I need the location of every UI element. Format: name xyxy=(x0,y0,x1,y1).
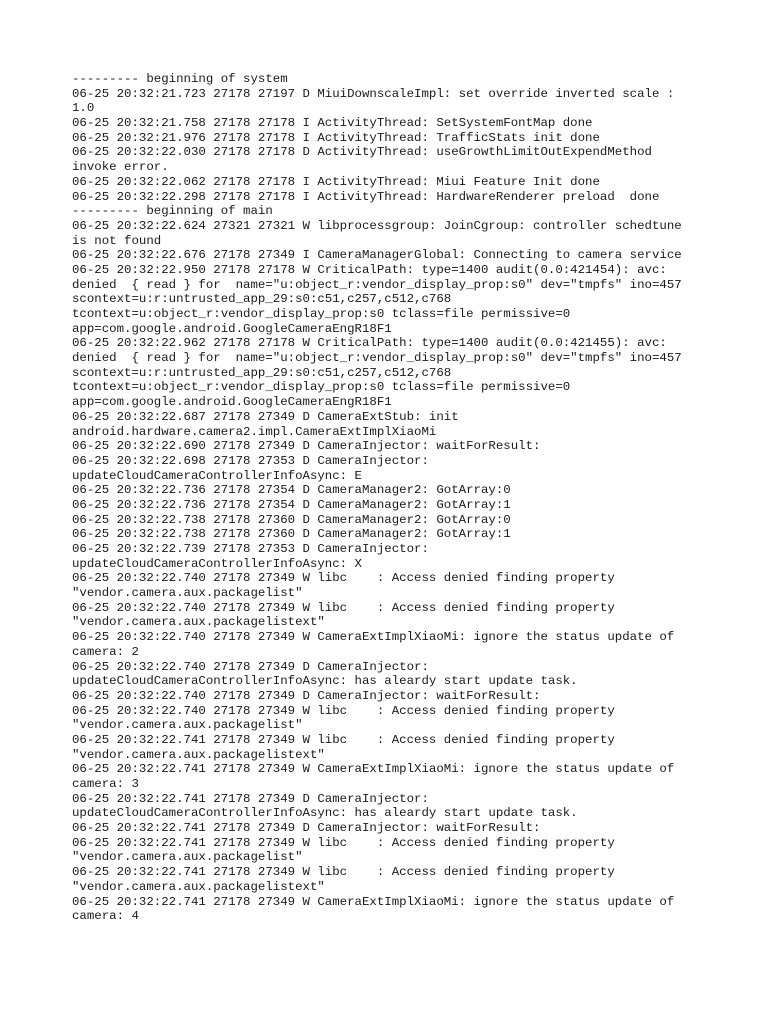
log-line: 06-25 20:32:22.062 27178 27178 I ActivityThread: Miui Feature Init done xyxy=(72,174,600,189)
log-line: 06-25 20:32:22.741 27178 27349 W libc : Access denied finding property xyxy=(72,732,615,747)
log-line: 06-25 20:32:22.740 27178 27349 D CameraInjector: xyxy=(72,659,429,674)
log-line: 06-25 20:32:22.624 27321 27321 W libprocessgroup: JoinCgroup: controller schedtune xyxy=(72,218,682,233)
log-line: 06-25 20:32:22.740 27178 27349 D CameraInjector: waitForResult: xyxy=(72,688,541,703)
log-line: 06-25 20:32:22.741 27178 27349 W CameraExtImplXiaoMi: ignore the status update of xyxy=(72,894,675,909)
log-line: 06-25 20:32:22.741 27178 27349 W CameraExtImplXiaoMi: ignore the status update of xyxy=(72,762,675,777)
log-line: 06-25 20:32:22.962 27178 27178 W CriticalPath: type=1400 audit(0.0:421455): avc: xyxy=(72,336,667,351)
log-line: 06-25 20:32:22.298 27178 27178 I ActivityThread: HardwareRenderer preload done xyxy=(72,189,660,204)
log-line: app=com.google.android.GoogleCameraEngR18F1 xyxy=(72,395,392,410)
log-line: 06-25 20:32:22.740 27178 27349 W CameraExtImplXiaoMi: ignore the status update of xyxy=(72,630,675,645)
log-line: camera: 2 xyxy=(72,644,139,659)
log-line: 06-25 20:32:21.723 27178 27197 D MiuiDownscaleImpl: set override inverted scale : xyxy=(72,86,675,101)
log-line: "vendor.camera.aux.packagelist" xyxy=(72,718,303,733)
log-line: 06-25 20:32:22.740 27178 27349 W libc : Access denied finding property xyxy=(72,600,615,615)
log-line: 06-25 20:32:22.738 27178 27360 D CameraManager2: GotArray:0 xyxy=(72,512,511,527)
log-line: camera: 3 xyxy=(72,777,139,791)
log-line: 1.0 xyxy=(72,101,95,116)
log-line: 06-25 20:32:22.736 27178 27354 D CameraManager2: GotArray:0 xyxy=(72,483,511,498)
log-line: is not found xyxy=(72,233,162,248)
log-line: --------- beginning of main xyxy=(72,204,273,219)
log-line: tcontext=u:object_r:vendor_display_prop:s0 tclass=file permissive=0 xyxy=(72,307,571,321)
log-line: tcontext=u:object_r:vendor_display_prop:s0 tclass=file permissive=0 xyxy=(72,380,571,395)
log-line: scontext=u:r:untrusted_app_29:s0:c51,c257,c512,c768 xyxy=(72,365,452,380)
log-line: 06-25 20:32:22.690 27178 27349 D CameraInjector: waitForResult: xyxy=(72,439,541,454)
log-line: 06-25 20:32:22.740 27178 27349 W libc : Access denied finding property xyxy=(72,703,615,718)
log-line: app=com.google.android.GoogleCameraEngR18F1 xyxy=(72,321,392,336)
log-line: "vendor.camera.aux.packagelistext" xyxy=(72,747,325,762)
log-line: 06-25 20:32:22.736 27178 27354 D CameraManager2: GotArray:1 xyxy=(72,497,511,512)
log-line: "vendor.camera.aux.packagelist" xyxy=(72,586,303,601)
log-line: denied { read } for name="u:object_r:vendor_display_prop:s0" dev="tmpfs" ino=457 xyxy=(72,351,682,366)
log-line: denied { read } for name="u:object_r:vendor_display_prop:s0" dev="tmpfs" ino=457 xyxy=(72,277,682,292)
log-line: 06-25 20:32:21.758 27178 27178 I ActivityThread: SetSystemFontMap done xyxy=(72,116,593,131)
log-line: --------- beginning of system xyxy=(72,72,288,86)
log-line: 06-25 20:32:22.740 27178 27349 W libc : Access denied finding property xyxy=(72,571,615,586)
log-line: updateCloudCameraControllerInfoAsync: X xyxy=(72,556,362,571)
log-line: 06-25 20:32:22.741 27178 27349 W libc : Access denied finding property xyxy=(72,835,615,850)
log-line: 06-25 20:32:22.030 27178 27178 D ActivityThread: useGrowthLimitOutExpendMethod xyxy=(72,145,652,160)
log-line: "vendor.camera.aux.packagelistext" xyxy=(72,615,325,630)
log-line: 06-25 20:32:22.676 27178 27349 I CameraManagerGlobal: Connecting to camera service xyxy=(72,248,682,263)
log-line: scontext=u:r:untrusted_app_29:s0:c51,c257,c512,c768 xyxy=(72,292,452,307)
log-text-block xyxy=(72,72,712,924)
log-line: 06-25 20:32:22.741 27178 27349 D CameraInjector: waitForResult: xyxy=(72,821,541,836)
log-line: 06-25 20:32:22.741 27178 27349 W libc : Access denied finding property xyxy=(72,865,615,880)
log-line: 06-25 20:32:22.950 27178 27178 W CriticalPath: type=1400 audit(0.0:421454): avc: xyxy=(72,262,667,277)
log-line: 06-25 20:32:21.976 27178 27178 I ActivityThread: TrafficStats init done xyxy=(72,130,600,145)
log-line: 06-25 20:32:22.698 27178 27353 D CameraInjector: xyxy=(72,453,429,468)
log-line: android.hardware.camera2.impl.CameraExtImplXiaoMi xyxy=(72,424,437,439)
log-line: "vendor.camera.aux.packagelist" xyxy=(72,850,303,865)
log-line: 06-25 20:32:22.739 27178 27353 D CameraInjector: xyxy=(72,542,429,556)
log-line: 06-25 20:32:22.687 27178 27349 D CameraExtStub: init xyxy=(72,409,459,424)
log-line: 06-25 20:32:22.738 27178 27360 D CameraManager2: GotArray:1 xyxy=(72,527,511,542)
log-line: invoke error. xyxy=(72,160,169,175)
log-line: camera: 4 xyxy=(72,909,139,924)
log-line: updateCloudCameraControllerInfoAsync: E xyxy=(72,468,362,483)
log-line: 06-25 20:32:22.741 27178 27349 D CameraInjector: xyxy=(72,791,429,806)
log-line: updateCloudCameraControllerInfoAsync: has aleardy start update task. xyxy=(72,674,578,689)
log-line: "vendor.camera.aux.packagelistext" xyxy=(72,879,325,894)
log-line: updateCloudCameraControllerInfoAsync: has aleardy start update task. xyxy=(72,806,578,821)
